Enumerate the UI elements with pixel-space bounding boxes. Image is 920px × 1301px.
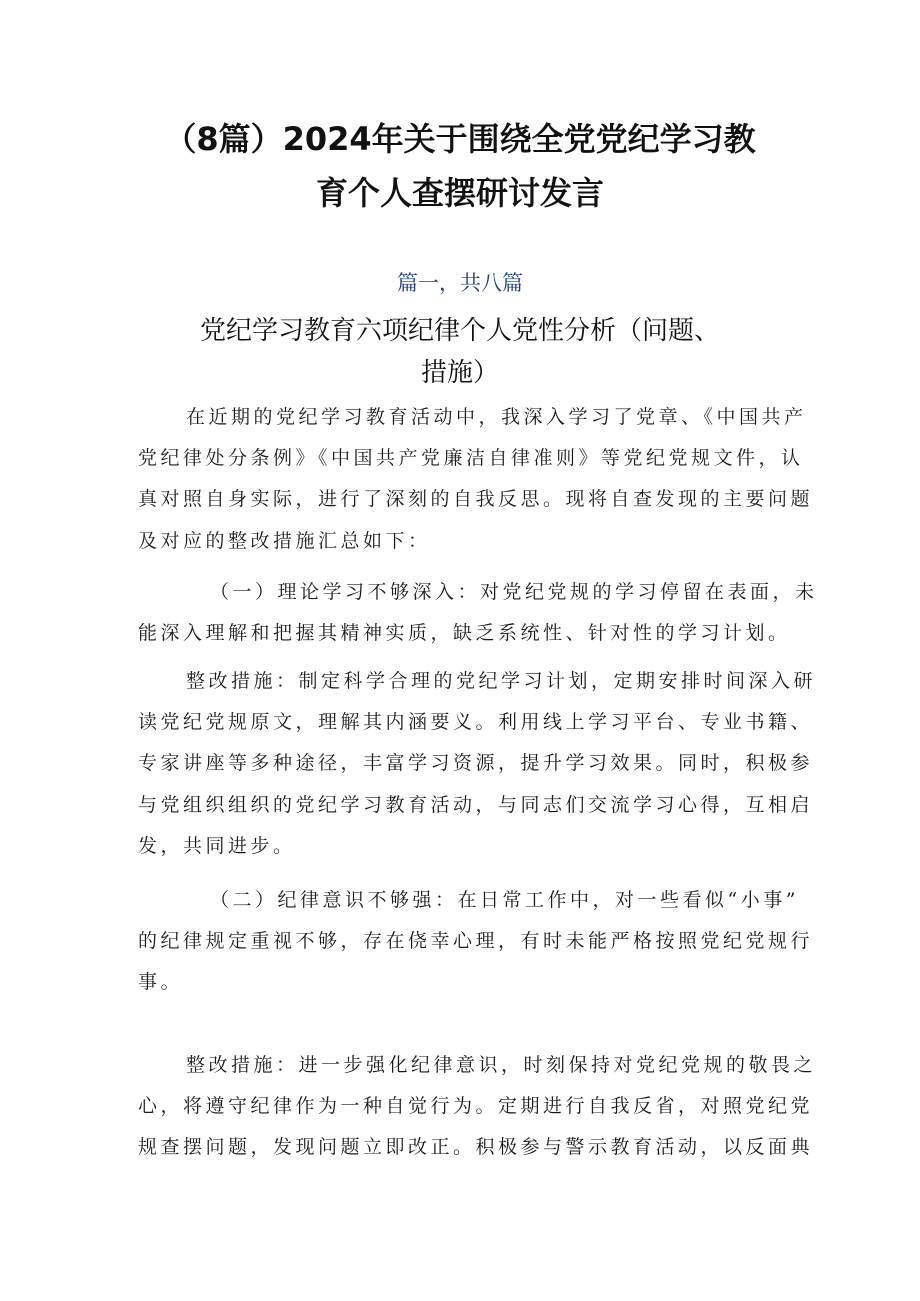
paragraph-measures-1 <box>138 661 817 867</box>
paragraph-line: 整改措施：进一步强化纪律意识，时刻保持对党纪党规的敬畏之 <box>186 1054 817 1076</box>
part-label: 篇一，共八篇 <box>397 271 523 295</box>
paragraph-line: 在近期的党纪学习教育活动中，我深入学习了党章、《中国共产 <box>186 406 807 428</box>
article-title-line-2: 措施） <box>420 358 499 388</box>
paragraph-line: （一）理论学习不够深入：对党纪党规的学习停留在表面，未 <box>210 581 818 603</box>
paragraph-line: 专家讲座等多种途径，丰富学习资源，提升学习效果。同时，积极参 <box>138 752 814 775</box>
paragraph-line: 及对应的整改措施汇总如下： <box>138 529 431 552</box>
paragraph-issue-2 <box>138 880 814 1004</box>
paragraph-line: 与党组织组织的党纪学习教育活动，与同志们交流学习心得，互相启 <box>138 793 814 816</box>
paragraph-line: 的纪律规定重视不够，存在侥幸心理，有时未能严格按照党纪党规行 <box>138 930 814 953</box>
paragraph-intro <box>138 397 814 562</box>
article-title <box>150 310 770 394</box>
document-title <box>120 112 800 220</box>
paragraph-line: 整改措施：制定科学合理的党纪学习计划，定期安排时间深入研 <box>186 670 817 692</box>
article-title-line-1: 党纪学习教育六项纪律个人党性分析（问题、 <box>199 316 720 346</box>
paragraph-line: 事。 <box>138 971 184 994</box>
document-title-line-1: （8篇）2024年关于围绕全党党纪学习教 <box>164 120 756 158</box>
paragraph-measures-2 <box>138 1045 817 1169</box>
paragraph-line: （二）纪律意识不够强：在日常工作中，对一些看似“小事” <box>210 889 799 911</box>
paragraph-line: 读党纪党规原文，理解其内涵要义。利用线上学习平台、专业书籍、 <box>138 711 814 734</box>
document-title-line-2: 育个人查摆研讨发言 <box>315 174 604 212</box>
paragraph-line: 党纪律处分条例》《中国共产党廉洁自律准则》等党纪党规文件，认 <box>138 447 804 470</box>
paragraph-line: 发，共同进步。 <box>138 834 296 857</box>
paragraph-line: 真对照自身实际，进行了深刻的自我反思。现将自查发现的主要问题 <box>138 488 814 511</box>
paragraph-issue-1 <box>138 572 818 654</box>
paragraph-line: 心，将遵守纪律作为一种自觉行为。定期进行自我反省，对照党纪党 <box>138 1095 814 1118</box>
paragraph-line: 能深入理解和把握其精神实质，缺乏系统性、针对性的学习计划。 <box>138 622 791 645</box>
paragraph-line: 规查摆问题，发现问题立即改正。积极参与警示教育活动，以反面典 <box>138 1136 814 1159</box>
